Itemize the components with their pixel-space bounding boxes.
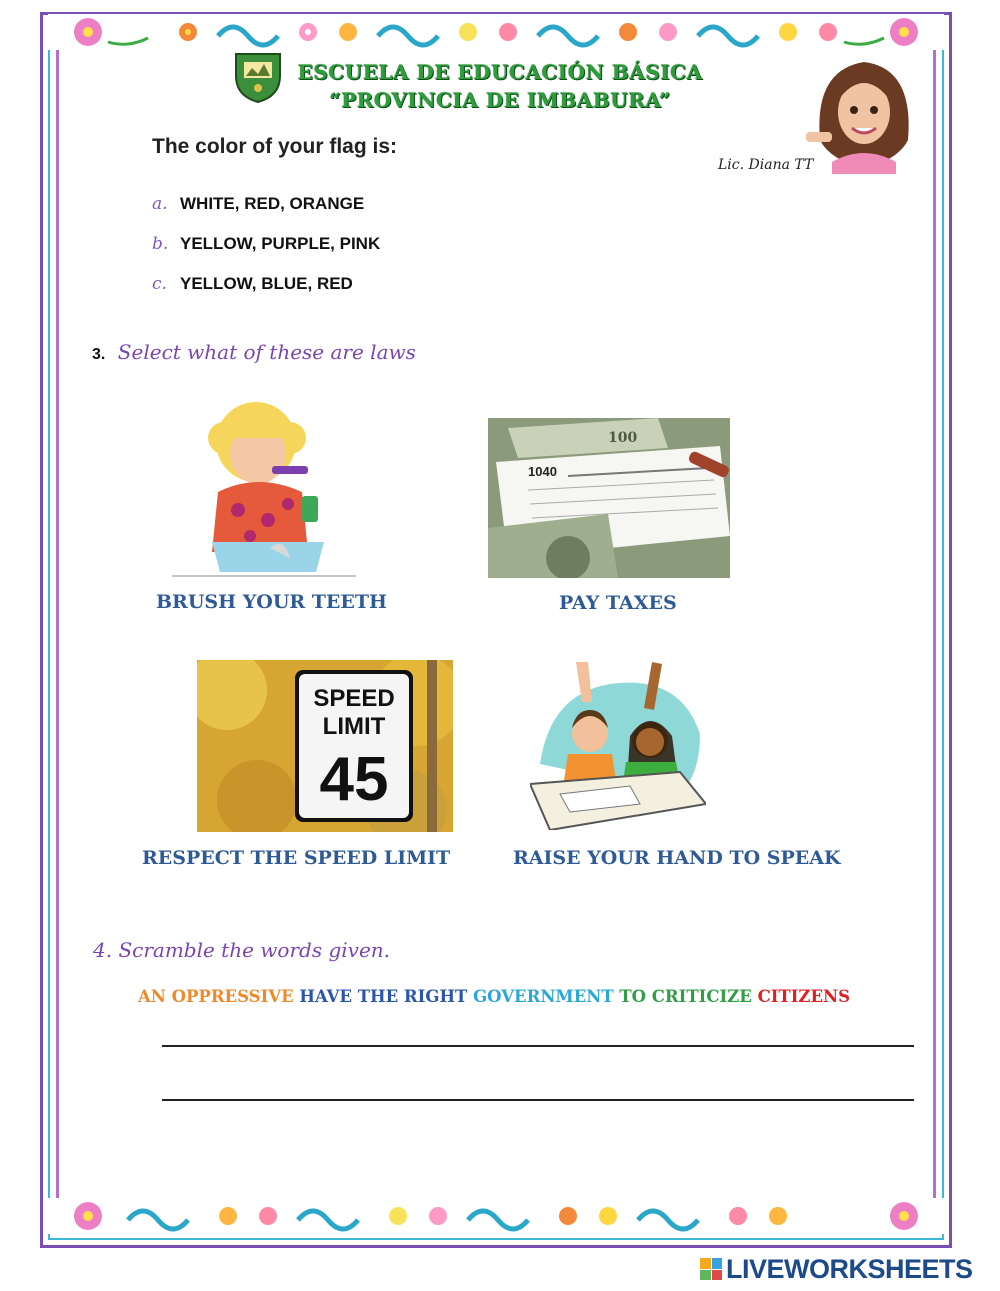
- floral-border-bottom: [48, 1198, 944, 1234]
- question3-header: [92, 340, 416, 364]
- option-letter: a.: [152, 194, 168, 214]
- scramble-word-2: HAVE THE RIGHT: [299, 987, 468, 1006]
- option-c[interactable]: [152, 274, 353, 294]
- sign-text-value: 45: [319, 745, 389, 814]
- scramble-word-5: CITIZENS: [757, 987, 851, 1006]
- bill-number: 100: [608, 430, 638, 446]
- option-letter: b.: [152, 234, 169, 254]
- tax-money-icon: [488, 418, 730, 578]
- option-text: YELLOW, BLUE, RED: [180, 274, 353, 293]
- school-name-line2: “PROVINCIA DE IMBABURA”: [329, 88, 671, 112]
- caption-raise-hand: RAISE YOUR HAND TO SPEAK: [513, 847, 841, 869]
- liveworksheets-logo[interactable]: [700, 1254, 973, 1284]
- question-flag-prompt: The color of your flag is:: [152, 135, 398, 158]
- option-a[interactable]: [152, 194, 364, 214]
- question3-prompt: Select what of these are laws: [117, 340, 416, 364]
- tax-form-money-photo[interactable]: [488, 418, 730, 578]
- teacher-signature: Lic. Diana TT: [718, 157, 814, 173]
- caption-brush-teeth: BRUSH YOUR TEETH: [156, 591, 387, 613]
- liveworksheets-logo-icon: [700, 1258, 722, 1280]
- kids-raising-hands-icon: [530, 654, 706, 830]
- floral-border-top: [48, 14, 944, 50]
- option-b[interactable]: [152, 234, 380, 254]
- option-letter: c.: [152, 274, 167, 294]
- girl-brushing-teeth-icon: [172, 392, 356, 578]
- question3-number: 3.: [92, 346, 106, 363]
- caption-pay-taxes: PAY TAXES: [559, 592, 677, 614]
- kids-raising-hands-illustration[interactable]: [530, 654, 706, 830]
- answer-line-1[interactable]: [162, 1045, 914, 1047]
- caption-speed-limit: RESPECT THE SPEED LIMIT: [142, 847, 451, 869]
- option-text: WHITE, RED, ORANGE: [180, 194, 365, 213]
- girl-brushing-teeth-illustration[interactable]: [172, 392, 356, 578]
- school-name-line1: ESCUELA DE EDUCACIÓN BÁSICA: [297, 60, 703, 84]
- answer-line-2[interactable]: [162, 1099, 914, 1101]
- scramble-words: [138, 987, 850, 1006]
- scramble-word-3: GOVERNMENT: [473, 987, 614, 1006]
- speed-limit-sign-icon: [197, 660, 453, 832]
- sign-text-limit: LIMIT: [322, 713, 386, 740]
- scramble-word-4: TO CRITICIZE: [619, 987, 752, 1006]
- speed-limit-sign-photo[interactable]: [197, 660, 453, 832]
- scramble-word-1: AN OPPRESSIVE: [138, 987, 294, 1006]
- liveworksheets-wordmark: LIVEWORKSHEETS: [726, 1253, 973, 1284]
- teacher-avatar: [800, 50, 926, 174]
- option-text: YELLOW, PURPLE, PINK: [180, 234, 381, 253]
- sign-text-speed: SPEED: [313, 685, 395, 712]
- tax-form-number: 1040: [528, 464, 557, 479]
- question4-prompt: 4. Scramble the words given.: [93, 938, 391, 962]
